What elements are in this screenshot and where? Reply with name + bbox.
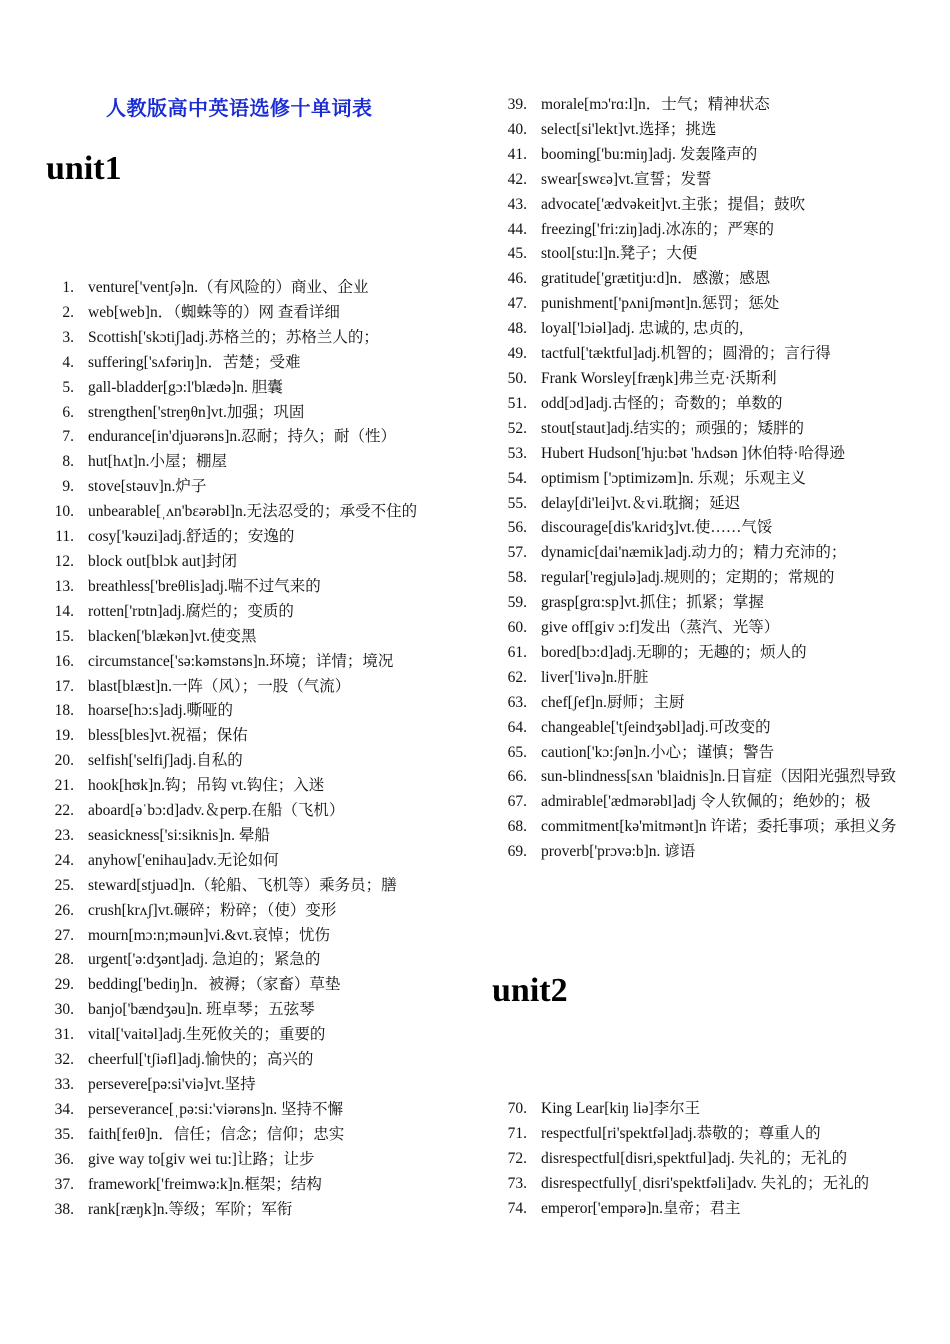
list-item <box>0 450 417 475</box>
list-item <box>475 566 901 591</box>
list-item <box>0 625 417 650</box>
item-number: 33. <box>54 1076 74 1093</box>
item-number: 55. <box>507 494 527 512</box>
item-text: give way to[giv wei tu:]让路；让步 <box>88 1150 315 1168</box>
list-item <box>0 500 417 525</box>
item-text: loyal['lɔiəl]adj. 忠诚的, 忠贞的, <box>541 320 744 338</box>
item-number: 73. <box>507 1174 527 1192</box>
list-item <box>0 351 417 376</box>
item-text: booming['bu:miŋ]adj. 发轰隆声的 <box>541 145 758 163</box>
item-text: regular['regjulə]adj.规则的；定期的；常规的 <box>541 569 835 587</box>
item-number: 70. <box>507 1100 527 1117</box>
item-number: 63. <box>507 693 527 711</box>
list-item <box>475 1147 869 1172</box>
list-item <box>0 276 417 301</box>
item-number: 48. <box>507 320 527 338</box>
item-number: 8. <box>62 453 74 471</box>
item-text: gall-bladder[gɔ:l'blædə]n. 胆囊 <box>88 378 283 396</box>
list-item <box>0 376 417 401</box>
item-number: 32. <box>54 1051 74 1069</box>
list-item <box>475 267 901 292</box>
item-number: 39. <box>507 96 527 113</box>
item-number: 34. <box>54 1100 74 1118</box>
item-number: 74. <box>507 1199 527 1217</box>
item-text: web[web]n．（蜘蛛等的）网 查看详细 <box>88 303 340 321</box>
item-text: punishment['pʌniʃmənt]n.惩罚；惩处 <box>541 295 780 313</box>
list-item <box>0 749 417 774</box>
list-item <box>0 1023 417 1048</box>
item-text: emperor['empərə]n.皇帝；君主 <box>541 1199 741 1217</box>
item-number: 37. <box>54 1175 74 1193</box>
item-number: 52. <box>507 419 527 437</box>
item-text: proverb['prɔvə:b]n. 谚语 <box>541 843 696 861</box>
unit1-heading: unit1 <box>46 150 122 187</box>
item-text: unbearable[ˌʌn'bɛərəbl]n.无法忍受的；承受不住的 <box>88 503 418 521</box>
list-item <box>475 417 901 442</box>
item-text: crush[krʌʃ]vt.碾碎；粉碎；（使）变形 <box>88 901 337 919</box>
item-number: 2. <box>62 303 74 321</box>
list-item <box>0 973 417 998</box>
item-text: admirable['ædmərəbl]adj 令人钦佩的；绝妙的；极 <box>541 793 871 811</box>
item-text: commitment[kə'mitmənt]n 许诺；委托事项；承担义务 <box>541 818 897 836</box>
list-item <box>0 1048 417 1073</box>
list-item <box>0 1173 417 1198</box>
list-item <box>0 1148 417 1173</box>
list-item <box>475 242 901 267</box>
item-number: 3. <box>62 328 74 346</box>
list-item <box>475 168 901 193</box>
item-text: rotten['rɒtn]adj.腐烂的；变质的 <box>88 602 294 620</box>
item-text: Frank Worsley[fræŋk]弗兰克·沃斯利 <box>541 369 777 387</box>
item-text: respectful[ri'spektfəl]adj.恭敬的；尊重人的 <box>541 1124 821 1142</box>
item-text: hook[hʊk]n.钩；吊钩 vt.钩住；入迷 <box>88 777 325 795</box>
item-text: anyhow['enihau]adv.无论如何 <box>88 851 279 869</box>
item-number: 67. <box>507 793 527 811</box>
item-text: give off[giv ɔ:f]发出（蒸汽、光等） <box>541 619 780 637</box>
item-number: 17. <box>54 677 74 695</box>
item-text: mourn[mɔ:n;məun]vi.&vt.哀悼；忧伤 <box>88 926 330 944</box>
item-number: 68. <box>507 818 527 836</box>
item-number: 26. <box>54 901 74 919</box>
list-item <box>0 799 417 824</box>
list-item <box>475 666 901 691</box>
item-number: 51. <box>507 394 527 412</box>
item-text: stool[stu:l]n.凳子；大便 <box>541 245 698 263</box>
item-number: 49. <box>507 345 527 363</box>
item-number: 25. <box>54 876 74 894</box>
vocab-list-right <box>475 93 901 865</box>
list-item <box>475 1122 869 1147</box>
item-text: bedding['bediŋ]n．被褥；（家畜）草垫 <box>88 976 341 994</box>
item-number: 71. <box>507 1124 527 1142</box>
item-text: rank[ræŋk]n.等级；军阶；军衔 <box>88 1200 293 1218</box>
item-text: Hubert Hudson['hju:bət 'hʌdsən ]休伯特·哈得逊 <box>541 444 845 462</box>
item-number: 56. <box>507 519 527 537</box>
item-text: suffering['sʌfəriŋ]n．苦楚；受难 <box>88 353 301 371</box>
item-text: vital['vaitəl]adj.生死攸关的；重要的 <box>88 1026 326 1044</box>
list-item <box>0 899 417 924</box>
item-text: advocate['ædvəkeit]vt.主张；提倡；鼓吹 <box>541 195 806 213</box>
item-text: disrespectful[disri,spektful]adj. 失礼的；无礼的 <box>541 1149 848 1167</box>
item-number: 1. <box>62 279 74 296</box>
list-item <box>0 874 417 899</box>
list-item <box>0 425 417 450</box>
item-number: 18. <box>54 702 74 720</box>
item-text: freezing['fri:ziŋ]adj.冰冻的；严寒的 <box>541 220 774 238</box>
list-item <box>475 765 901 790</box>
item-text: selfish['selfiʃ]adj.自私的 <box>88 752 243 770</box>
item-number: 4. <box>62 353 74 371</box>
item-text: King Lear[kiŋ liə]李尔王 <box>541 1100 701 1117</box>
item-text: swear[swɛə]vt.宣誓；发誓 <box>541 170 712 188</box>
vocab-list-unit2 <box>475 1097 869 1222</box>
item-number: 20. <box>54 752 74 770</box>
list-item <box>475 492 901 517</box>
item-number: 43. <box>507 195 527 213</box>
item-number: 58. <box>507 569 527 587</box>
list-item <box>0 724 417 749</box>
item-text: gratitude['grætitju:d]n．感激；感恩 <box>541 270 771 288</box>
item-text: sun-blindness[sʌn 'blaidnis]n.日盲症（因阳光强烈导致 <box>541 768 896 786</box>
item-text: hut[hʌt]n.小屋；棚屋 <box>88 453 228 471</box>
item-text: circumstance['sə:kəmstəns]n.环境；详情；境况 <box>88 652 394 670</box>
item-number: 14. <box>54 602 74 620</box>
item-number: 42. <box>507 170 527 188</box>
item-number: 11. <box>55 528 74 546</box>
list-item <box>0 774 417 799</box>
item-text: blacken['blækən]vt.使变黑 <box>88 627 257 645</box>
list-item <box>475 442 901 467</box>
item-number: 10. <box>54 503 74 521</box>
item-text: cosy['kəuzi]adj.舒适的；安逸的 <box>88 528 295 546</box>
item-number: 69. <box>507 843 527 861</box>
item-text: hoarse[hɔ:s]adj.嘶哑的 <box>88 702 234 720</box>
list-item <box>0 525 417 550</box>
item-text: persevere[pə:si'viə]vt.坚持 <box>88 1076 256 1093</box>
item-text: bored[bɔ:d]adj.无聊的；无趣的；烦人的 <box>541 643 807 661</box>
list-item <box>0 998 417 1023</box>
item-text: block out[blɔk aut]封闭 <box>88 552 237 570</box>
item-text: venture['ventʃə]n.（有风险的）商业、企业 <box>88 279 369 296</box>
item-text: seasickness['si:siknis]n. 晕船 <box>88 826 270 844</box>
list-item <box>475 392 901 417</box>
item-text: steward[stjuəd]n.（轮船、飞机等）乘务员；膳 <box>88 876 397 894</box>
item-number: 36. <box>54 1150 74 1168</box>
list-item <box>0 550 417 575</box>
item-number: 30. <box>54 1001 74 1019</box>
item-text: faith[feɪθ]n．信任；信念；信仰；忠实 <box>88 1125 345 1143</box>
item-text: stout[staut]adj.结实的；顽强的；矮胖的 <box>541 419 805 437</box>
item-number: 50. <box>507 369 527 387</box>
item-text: cheerful['tʃiəfl]adj.愉快的；高兴的 <box>88 1051 314 1069</box>
item-text: strengthen['streŋθn]vt.加强；巩固 <box>88 403 305 421</box>
list-item <box>475 218 901 243</box>
document-title: 人教版高中英语选修十单词表 <box>106 96 373 120</box>
list-item <box>475 467 901 492</box>
item-number: 7. <box>62 428 74 446</box>
item-number: 6. <box>62 403 74 421</box>
item-number: 35. <box>54 1125 74 1143</box>
item-number: 38. <box>54 1200 74 1218</box>
list-item <box>475 342 901 367</box>
item-number: 54. <box>507 469 527 487</box>
item-number: 15. <box>54 627 74 645</box>
list-item <box>475 716 901 741</box>
list-item <box>0 675 417 700</box>
item-number: 12. <box>54 552 74 570</box>
item-number: 60. <box>507 619 527 637</box>
list-item <box>475 541 901 566</box>
list-item <box>475 840 901 865</box>
unit2-heading: unit2 <box>492 972 568 1009</box>
list-item <box>0 699 417 724</box>
item-number: 41. <box>507 145 527 163</box>
item-number: 13. <box>54 577 74 595</box>
list-item <box>475 790 901 815</box>
item-number: 9. <box>62 478 74 496</box>
list-item <box>475 516 901 541</box>
list-item <box>0 1098 417 1123</box>
item-number: 23. <box>54 826 74 844</box>
list-item <box>475 143 901 168</box>
item-text: changeable['tʃeindʒəbl]adj.可改变的 <box>541 718 771 736</box>
item-number: 27. <box>54 926 74 944</box>
item-number: 53. <box>507 444 527 462</box>
item-text: odd[ɔd]adj.古怪的；奇数的；单数的 <box>541 394 783 412</box>
list-item <box>475 93 901 118</box>
item-text: bless[bles]vt.祝福；保佑 <box>88 727 248 745</box>
item-text: disrespectfully[ˌdisri'spektfəli]adv. 失礼的；无礼的 <box>541 1174 870 1192</box>
item-number: 61. <box>507 643 527 661</box>
item-number: 19. <box>54 727 74 745</box>
item-number: 45. <box>507 245 527 263</box>
list-item <box>475 641 901 666</box>
item-number: 16. <box>54 652 74 670</box>
item-number: 5. <box>62 378 74 396</box>
item-text: grasp[grɑ:sp]vt.抓住；抓紧；掌握 <box>541 594 764 612</box>
item-text: blast[blæst]n.一阵（风）；一股（气流） <box>88 677 351 695</box>
item-number: 62. <box>507 668 527 686</box>
list-item <box>475 616 901 641</box>
item-text: caution['kɔ:ʃən]n.小心；谨慎；警告 <box>541 743 775 761</box>
item-text: banjo['bændʒəu]n. 班卓琴；五弦琴 <box>88 1001 315 1019</box>
item-number: 29. <box>54 976 74 994</box>
list-item <box>475 741 901 766</box>
item-number: 44. <box>507 220 527 238</box>
list-item <box>0 301 417 326</box>
item-text: delay[di'lei]vt.＆vi.耽搁；延迟 <box>541 494 741 512</box>
item-text: endurance[in'djuərəns]n.忍耐；持久；耐（性） <box>88 428 396 446</box>
list-item <box>0 948 417 973</box>
item-number: 24. <box>54 851 74 869</box>
list-item <box>0 326 417 351</box>
vocab-list-left <box>0 276 417 1222</box>
item-text: morale[mɔ'rɑ:l]n．士气；精神状态 <box>541 96 770 113</box>
item-text: Scottish['skɔtiʃ]adj.苏格兰的；苏格兰人的； <box>88 328 379 346</box>
item-number: 57. <box>507 544 527 562</box>
item-number: 28. <box>54 951 74 969</box>
item-text: optimism ['ɔptimizəm]n. 乐观；乐观主义 <box>541 469 806 487</box>
item-text: dynamic[dai'næmik]adj.动力的；精力充沛的； <box>541 544 847 562</box>
item-number: 65. <box>507 743 527 761</box>
list-item <box>0 924 417 949</box>
item-text: select[si'lekt]vt.选择；挑选 <box>541 120 717 138</box>
item-text: liver['livə]n.肝脏 <box>541 668 649 686</box>
item-number: 59. <box>507 594 527 612</box>
list-item <box>0 600 417 625</box>
item-number: 22. <box>54 802 74 820</box>
list-item <box>0 401 417 426</box>
item-number: 40. <box>507 120 527 138</box>
item-text: stove[stəuv]n.炉子 <box>88 478 207 496</box>
list-item <box>475 367 901 392</box>
item-number: 64. <box>507 718 527 736</box>
list-item <box>475 1172 869 1197</box>
item-text: framework['freimwə:k]n.框架；结构 <box>88 1175 322 1193</box>
item-number: 72. <box>507 1149 527 1167</box>
item-number: 66. <box>507 768 527 786</box>
item-text: tactful['tæktful]adj.机智的；圆滑的；言行得 <box>541 345 831 363</box>
list-item <box>475 1197 869 1222</box>
item-number: 31. <box>54 1026 74 1044</box>
item-number: 46. <box>507 270 527 288</box>
list-item <box>475 1097 869 1122</box>
list-item <box>0 849 417 874</box>
list-item <box>475 691 901 716</box>
list-item <box>0 575 417 600</box>
list-item <box>475 292 901 317</box>
list-item <box>0 650 417 675</box>
list-item <box>475 118 901 143</box>
item-text: urgent['ə:dʒənt]adj. 急迫的；紧急的 <box>88 951 321 969</box>
item-text: breathless['breθlis]adj.喘不过气来的 <box>88 577 321 595</box>
item-text: perseverance[ˌpə:si:'viərəns]n. 坚持不懈 <box>88 1100 344 1118</box>
list-item <box>475 193 901 218</box>
list-item <box>475 317 901 342</box>
list-item <box>0 824 417 849</box>
list-item <box>0 1198 417 1223</box>
item-text: discourage[dis'kʌridʒ]vt.使……气馁 <box>541 519 773 537</box>
list-item <box>0 1123 417 1148</box>
list-item <box>475 591 901 616</box>
item-number: 47. <box>507 295 527 313</box>
item-text: chef[ʃef]n.厨师；主厨 <box>541 693 685 711</box>
list-item <box>0 475 417 500</box>
item-number: 21. <box>54 777 74 795</box>
list-item <box>0 1073 417 1098</box>
list-item <box>475 815 901 840</box>
item-text: aboard[əˈbɔ:d]adv.＆perp.在船（飞机） <box>88 802 345 820</box>
